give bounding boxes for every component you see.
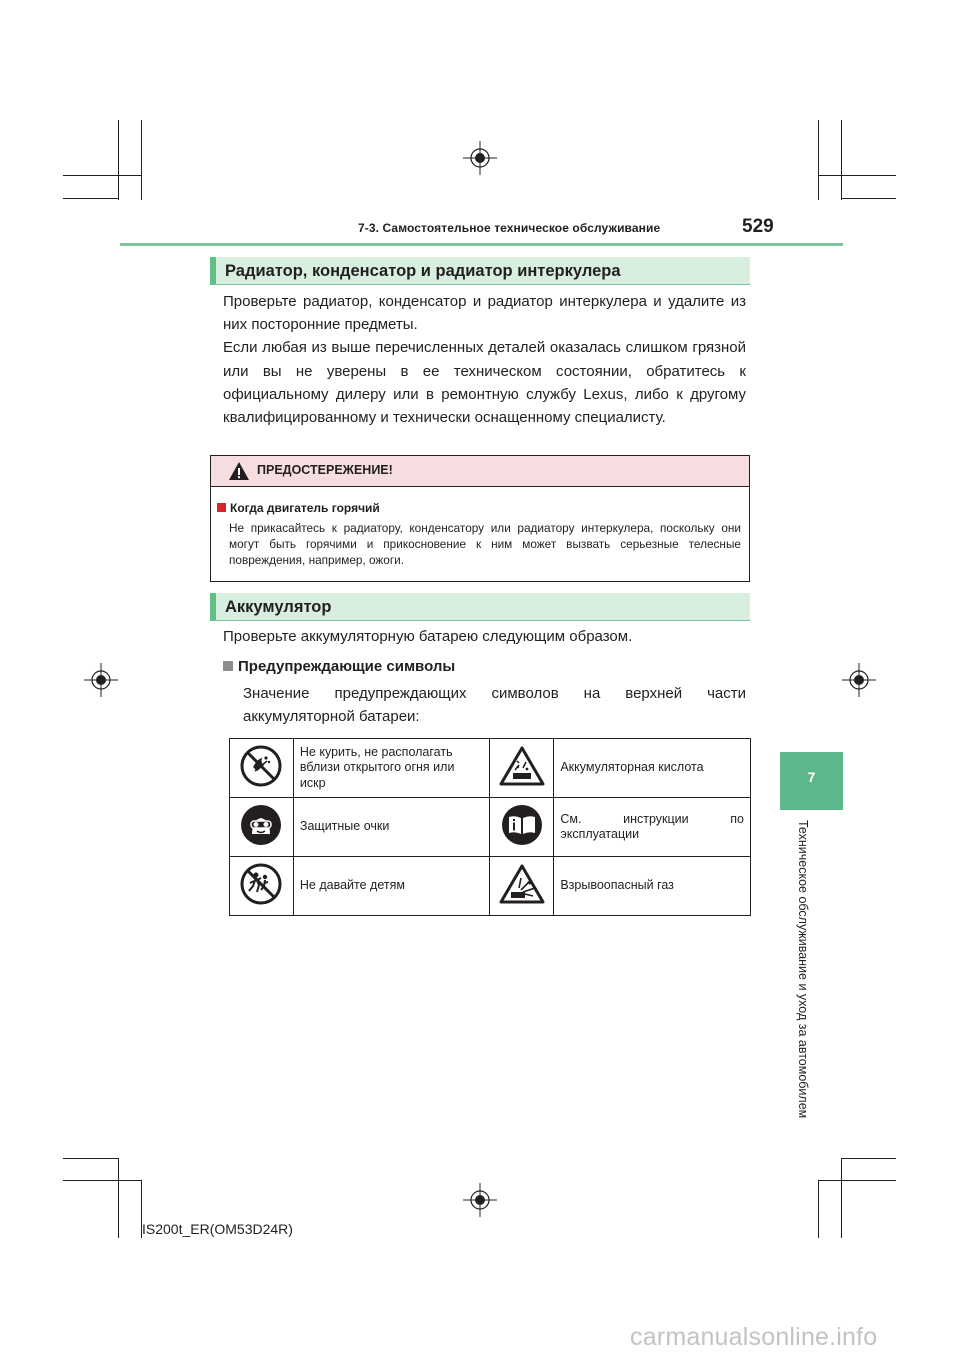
caution-subtitle-text: Когда двигатель горячий xyxy=(230,501,380,515)
section-heading-battery: Аккумулятор xyxy=(210,593,750,621)
registration-mark-icon xyxy=(463,141,497,175)
section-radiator-body xyxy=(223,290,746,429)
keep-away-children-icon xyxy=(240,863,282,905)
symbol-cell xyxy=(230,857,294,916)
safety-goggles-icon xyxy=(240,804,282,846)
red-square-bullet-icon xyxy=(217,503,226,512)
caution-subtitle xyxy=(217,501,380,515)
manual-icon xyxy=(501,804,543,846)
header-section-title: 7-3. Самостоятельное техническое обслуживание xyxy=(358,221,661,235)
page-number: 529 xyxy=(742,216,774,237)
bullet-title-text: Предупреждающие символы xyxy=(238,658,456,675)
symbol-cell xyxy=(490,739,554,798)
no-smoking-icon xyxy=(240,745,282,787)
chapter-tab xyxy=(780,752,843,810)
symbol-cell xyxy=(490,798,554,857)
model-code: IS200t_ER(OM53D24R) xyxy=(142,1221,293,1237)
gray-square-bullet-icon xyxy=(223,661,233,671)
symbol-label: См. инструкции по эксплуатации xyxy=(554,798,751,857)
caution-text: Не прикасайтесь к радиатору, конденсатору или радиатору интеркулера, поскольку они могут быть горячими и прикосновение к ним может вызвать серьезные телесные повреждения, например, ожоги. xyxy=(229,521,741,567)
battery-bullet-text: Значение предупреждающих символов на верхней части аккумуляторной батареи: xyxy=(243,685,746,726)
battery-intro: Проверьте аккумуляторную батарею следующим образом. xyxy=(223,628,633,645)
watermark: carmanualsonline.info xyxy=(630,1323,878,1351)
radiator-paragraph-1: Проверьте радиатор, конденсатор и радиатор интеркулера и удалите из них посторонние предметы. xyxy=(223,293,746,334)
battery-bullet-title xyxy=(223,655,746,678)
chapter-title: Техническое обслуживание и уход за автомобилем xyxy=(796,820,810,1119)
chapter-number: 7 xyxy=(807,769,816,785)
caution-header xyxy=(211,456,749,487)
symbol-cell xyxy=(490,857,554,916)
registration-mark-icon xyxy=(842,663,876,697)
caution-box xyxy=(210,455,750,582)
symbol-label: Защитные очки xyxy=(293,798,490,857)
symbol-label: Не давайте детям xyxy=(293,857,490,916)
registration-mark-icon xyxy=(84,663,118,697)
table-row xyxy=(230,739,751,798)
chapter-title-vertical xyxy=(793,820,813,1119)
symbol-label: Не курить, не располагать вблизи открытого огня или искр xyxy=(293,739,490,798)
symbol-label: Аккумуляторная кислота xyxy=(554,739,751,798)
table-row xyxy=(230,798,751,857)
radiator-paragraph-2: Если любая из выше перечисленных деталей оказалась слишком грязной или вы не уверены в ее техническом состоянии, обратитесь к официальному дилеру или в ремонтную службу Lexus, либо к другому квалифицированному и технически оснащенному специалисту. xyxy=(223,339,746,427)
section-heading-radiator: Радиатор, конденсатор и радиатор интеркулера xyxy=(210,257,750,285)
warning-symbols-table xyxy=(229,738,751,916)
table-row xyxy=(230,857,751,916)
warning-triangle-icon xyxy=(228,461,250,481)
battery-acid-icon xyxy=(499,746,545,786)
explosive-gas-icon xyxy=(499,864,545,904)
symbol-label: Взрывоопасный газ xyxy=(554,857,751,916)
registration-mark-icon xyxy=(463,1183,497,1217)
header-rule xyxy=(120,243,843,246)
caution-title: ПРЕДОСТЕРЕЖЕНИЕ! xyxy=(257,463,393,477)
symbol-cell xyxy=(230,739,294,798)
symbol-cell xyxy=(230,798,294,857)
